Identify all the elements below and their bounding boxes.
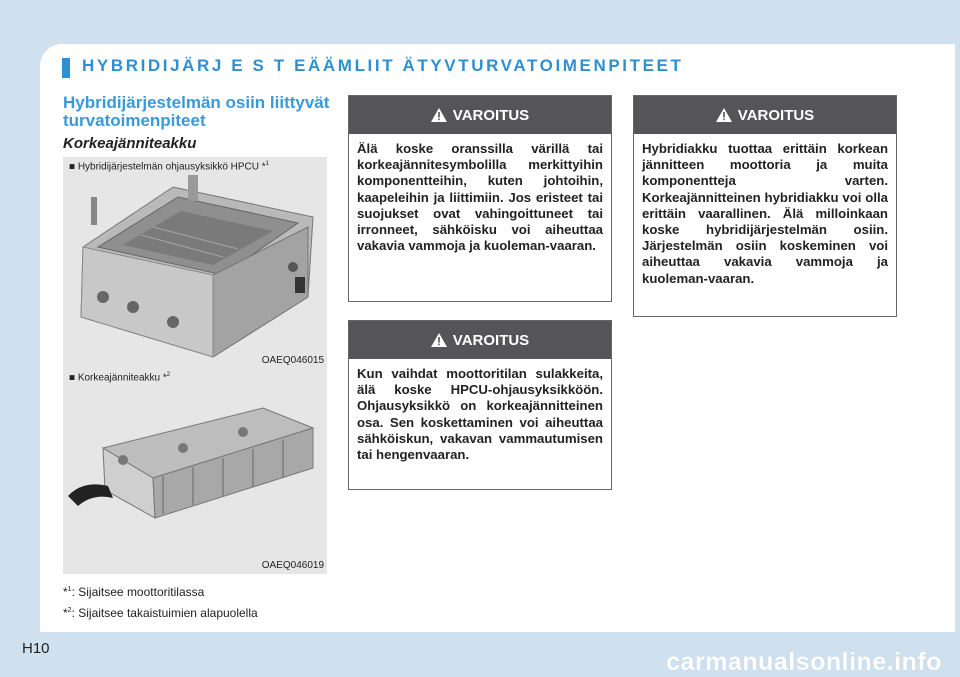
header-accent-bar: [62, 58, 70, 78]
figure-caption: ■ Korkeajänniteakku *$^2$: [69, 372, 171, 384]
figure-hv-battery: [63, 368, 327, 574]
warning-header: [634, 96, 896, 134]
watermark: carmanualsonline.info: [666, 648, 942, 676]
warning-text: Kun vaihdat moottoritilan sulakkeita, älä koske HPCU-ohjausyksikköön. Ohjausyksikkö on korkeajännitteinen osa. Sen koskettaminen voi aiheuttaa sähköiskun, vakavan vammautumisen tai hengenvaaran.: [357, 366, 603, 463]
header-title: HYBRIDIJÄRJ E S T EÄÄMLIIT ÄTYVTURVATOIMENPITEET: [82, 56, 684, 75]
warning-text: Älä koske oranssilla värillä tai korkeajännitesymbolilla merkittyihin komponentteihin, kuten johtoihin, kaapeleihin ja liittimiin. Jos eristeet tai suojukset ovat vahingoittuneet tai irronneet, sähköisku voi aiheuttaa vakavia vammoja ja kuoleman-vaaran.: [357, 141, 603, 254]
footnote-1: *$^1$: Sijaitsee moottoritilassa: [63, 585, 205, 599]
warning-label: VAROITUS: [452, 331, 530, 349]
footnote-2: *$^2$: Sijaitsee takaistuimien alapuolella: [63, 606, 258, 620]
hpcu-illustration: [63, 157, 327, 369]
warning-box: [348, 95, 612, 302]
warning-header: [349, 321, 611, 359]
hv-battery-illustration: [63, 368, 327, 574]
warning-box: [348, 320, 612, 490]
warning-text: Hybridiakku tuottaa erittäin korkean jännitteen moottoria ja muita komponentteja varten. Korkeajännitteinen hybridiakku voi olla erittäin vaarallinen. Älä milloinkaan koske hybridijärjestelmän osiin. Järjestelmän osiin koskeminen voi aiheuttaa vakavia vammoja ja kuoleman-vaaran.: [642, 141, 888, 286]
page-number: H10: [22, 640, 50, 657]
warning-box: [633, 95, 897, 317]
warning-triangle-icon: [431, 333, 447, 347]
warning-label: VAROITUS: [737, 106, 815, 124]
figure-code: OAEQ046019: [261, 560, 324, 571]
section-title: Hybridijärjestelmän osiin liittyvät turvatoimenpiteet: [63, 93, 330, 130]
warning-triangle-icon: [716, 108, 732, 122]
warning-triangle-icon: [431, 108, 447, 122]
figure-code: OAEQ046015: [261, 355, 324, 366]
warning-header: [349, 96, 611, 134]
warning-label: VAROITUS: [452, 106, 530, 124]
figure-hpcu: [63, 157, 327, 369]
figure-caption: ■ Hybridijärjestelmän ohjausyksikkö HPCU *$^1$: [69, 161, 270, 173]
section-subtitle: Korkeajänniteakku: [63, 135, 197, 152]
